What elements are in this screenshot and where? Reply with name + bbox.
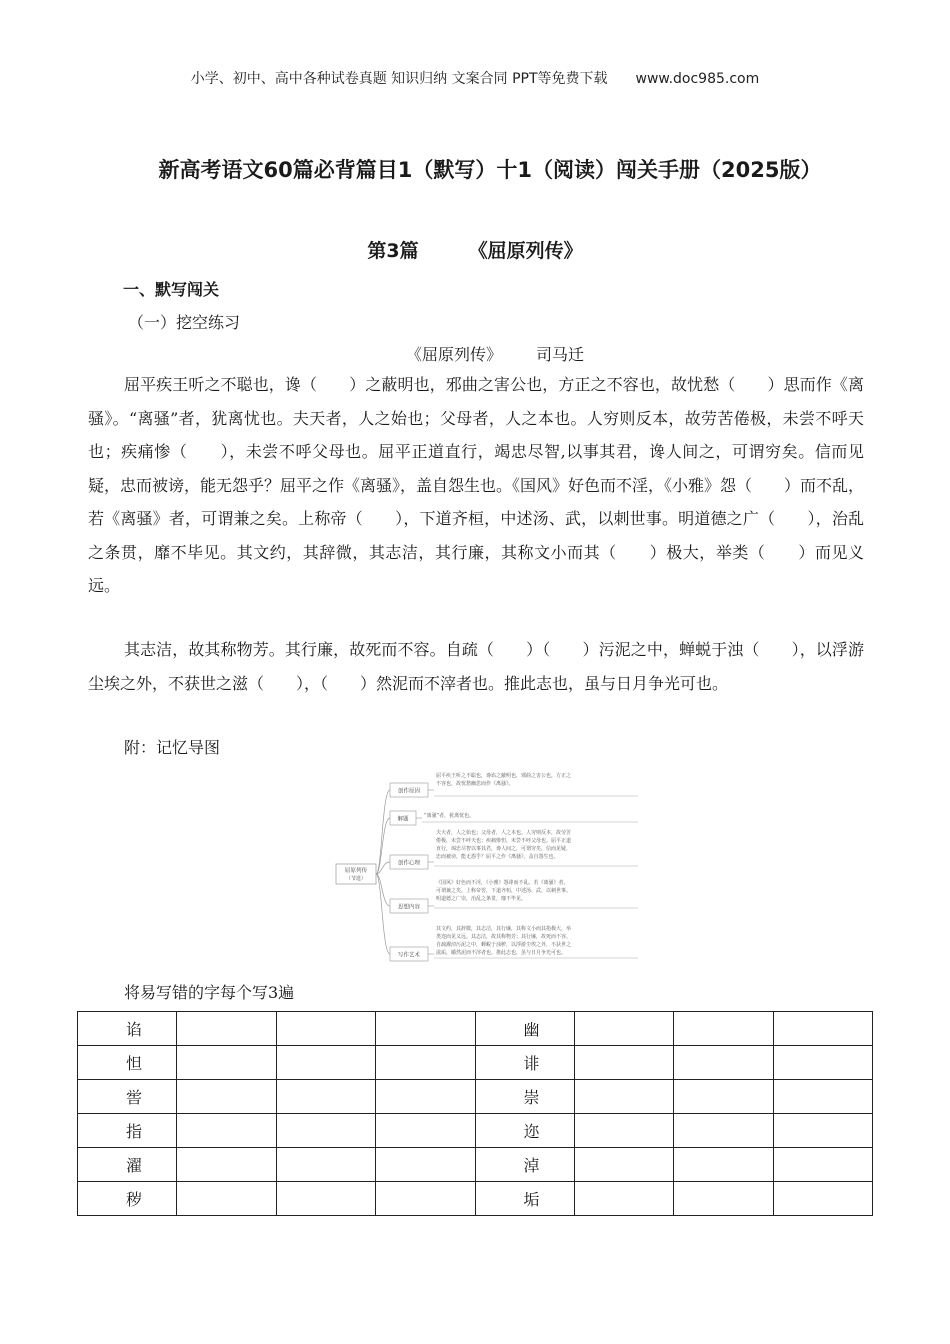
table-row	[78, 1148, 873, 1182]
handwriting-drill-table	[77, 1011, 873, 1216]
writing-cell[interactable]	[773, 1148, 872, 1182]
writing-cell[interactable]	[276, 1148, 375, 1182]
svg-text:明道德之广崇，治乱之条贯，靡不毕见。: 明道德之广崇，治乱之条贯，靡不毕见。	[436, 896, 527, 902]
writing-cell[interactable]	[773, 1080, 872, 1114]
text-name: 《屈原列传》	[405, 345, 502, 364]
drill-character: 淖	[475, 1148, 574, 1182]
writing-cell[interactable]	[674, 1114, 773, 1148]
svg-text:“离骚”者，犹离忧也。: “离骚”者，犹离忧也。	[424, 813, 475, 819]
writing-cell[interactable]	[177, 1148, 276, 1182]
drill-character: 濯	[78, 1148, 177, 1182]
drill-character: 怛	[78, 1046, 177, 1080]
writing-cell[interactable]	[674, 1182, 773, 1216]
page-header	[0, 68, 950, 88]
header-site-link[interactable]: www.doc985.com	[635, 71, 760, 87]
svg-text:屈原列传: 屈原列传	[344, 868, 368, 874]
writing-cell[interactable]	[376, 1012, 475, 1046]
header-text: 小学、初中、高中各种试卷真题 知识归纳 文案合同 PPT等免费下载	[190, 71, 608, 87]
writing-cell[interactable]	[574, 1012, 673, 1046]
writing-cell[interactable]	[574, 1046, 673, 1080]
writing-cell[interactable]	[177, 1114, 276, 1148]
writing-cell[interactable]	[674, 1148, 773, 1182]
svg-text:忠而被谤，能无怨乎？屈平之作《离骚》，盖自怨生也。: 忠而被谤，能无怨乎？屈平之作《离骚》，盖自怨生也。	[436, 854, 559, 860]
writing-cell[interactable]	[674, 1046, 773, 1080]
writing-cell[interactable]	[674, 1080, 773, 1114]
svg-text:创作原因: 创作原因	[397, 788, 421, 795]
drill-character: 垢	[475, 1182, 574, 1216]
svg-text:可谓兼之矣。上称帝喾，下道齐桓，中述汤、武，以刺世事。: 可谓兼之矣。上称帝喾，下道齐桓，中述汤、武，以刺世事。	[436, 888, 572, 894]
writing-cell[interactable]	[276, 1080, 375, 1114]
writing-cell[interactable]	[177, 1046, 276, 1080]
svg-text:（节选）: （节选）	[345, 876, 367, 882]
svg-text:写作艺术: 写作艺术	[397, 952, 421, 959]
writing-cell[interactable]	[674, 1012, 773, 1046]
writing-cell[interactable]	[376, 1148, 475, 1182]
document-title: 新高考语文60篇必背篇目1（默写）十1（阅读）闯关手册（2025版）	[158, 158, 822, 182]
drill-character: 迩	[475, 1114, 574, 1148]
writing-cell[interactable]	[773, 1114, 872, 1148]
cloze-paragraph-2: 其志洁，故其称物芳。其行廉，故死而不容。自疏（ ）（ ）污泥之中，蝉蜕于浊（ ），以浮游尘埃之外，不获世之滋（ ），（ ）然泥而不滓者也。推此志也，虽与日月争光可也。	[88, 640, 864, 693]
drill-character: 诽	[475, 1046, 574, 1080]
writing-cell[interactable]	[574, 1182, 673, 1216]
writing-cell[interactable]	[773, 1012, 872, 1046]
writing-cell[interactable]	[276, 1114, 375, 1148]
drill-instruction: 将易写错的字每个写3遍	[124, 983, 295, 1002]
svg-text:《国风》好色而不淫，《小雅》怨诽而不乱。若《离骚》者，: 《国风》好色而不淫，《小雅》怨诽而不乱。若《离骚》者，	[436, 880, 569, 886]
drill-character: 幽	[475, 1012, 574, 1046]
writing-cell[interactable]	[376, 1182, 475, 1216]
writing-cell[interactable]	[177, 1012, 276, 1046]
drill-character: 喾	[78, 1080, 177, 1114]
writing-cell[interactable]	[376, 1046, 475, 1080]
chapter-heading	[0, 236, 950, 263]
drill-character: 谄	[78, 1012, 177, 1046]
svg-text:其文约，其辞微，其志洁，其行廉，其称文小而其指极大，举: 其文约，其辞微，其志洁，其行廉，其称文小而其指极大，举	[436, 926, 572, 932]
cloze-paragraph-1: 屈平疾王听之不聪也，谗（ ）之蔽明也，邪曲之害公也，方正之不容也，故忧愁（ ）思而作《离骚》。“离骚”者，犹离忧也。夫天者，人之始也；父母者，人之本也。人穷则反本，故劳苦倦极，未尝不呼天也；疾痛惨（ ），未尝不呼父母也。屈平正道直行，竭忠尽智,以事其君，谗人间之，可谓穷矣。信而见疑，忠而被谤，能无怨乎？屈平之作《离骚》，盖自怨生也。《国风》好色而不淫，《小雅》怨（ ）而不乱，若《离骚》者，可谓兼之矣。上称帝（ ），下道齐桓，中述汤、武，以刺世事。明道德之广（ ），治乱之条贯，靡不毕见。其文约，其辞微，其志洁，其行廉，其称文小而其（ ）极大，举类（ ）而见义远。	[88, 375, 865, 595]
writing-cell[interactable]	[574, 1080, 673, 1114]
writing-cell[interactable]	[276, 1046, 375, 1080]
drill-character: 指	[78, 1114, 177, 1148]
writing-cell[interactable]	[276, 1012, 375, 1046]
svg-text:滋垢，皭然泥而不滓者也。推此志也，虽与日月争光可也。: 滋垢，皭然泥而不滓者也。推此志也，虽与日月争光可也。	[436, 950, 567, 956]
svg-text:类迩而见义远。其志洁，故其称物芳；其行廉，故死而不容。: 类迩而见义远。其志洁，故其称物芳；其行廉，故死而不容。	[436, 934, 572, 940]
drill-character: 秽	[78, 1182, 177, 1216]
writing-cell[interactable]	[177, 1080, 276, 1114]
writing-cell[interactable]	[574, 1148, 673, 1182]
writing-cell[interactable]	[276, 1182, 375, 1216]
drill-character: 崇	[475, 1080, 574, 1114]
writing-cell[interactable]	[177, 1182, 276, 1216]
writing-cell[interactable]	[376, 1114, 475, 1148]
svg-text:不容也，故忧愁幽思而作《离骚》。: 不容也，故忧愁幽思而作《离骚》。	[436, 781, 514, 787]
table-row	[78, 1046, 873, 1080]
svg-text:倦极，未尝不呼天也；疾痛惨怛，未尝不呼父母也。屈平正道: 倦极，未尝不呼天也；疾痛惨怛，未尝不呼父母也。屈平正道	[436, 838, 572, 844]
text-title	[0, 342, 950, 365]
writing-cell[interactable]	[574, 1114, 673, 1148]
svg-text:解题: 解题	[397, 816, 409, 823]
svg-text:屈平疾王听之不聪也，谗谄之蔽明也，邪曲之害公也，方正之: 屈平疾王听之不聪也，谗谄之蔽明也，邪曲之害公也，方正之	[436, 773, 572, 779]
table-row	[78, 1114, 873, 1148]
svg-text:创作心理: 创作心理	[397, 860, 421, 867]
svg-text:直行，竭忠尽智以事其君，谗人间之，可谓穷矣。信而见疑，: 直行，竭忠尽智以事其君，谗人间之，可谓穷矣。信而见疑，	[436, 846, 572, 852]
svg-text:思想内容: 思想内容	[397, 904, 421, 911]
svg-text:夫天者，人之始也；父母者，人之本也。人穷则反本，故劳苦: 夫天者，人之始也；父母者，人之本也。人穷则反本，故劳苦	[436, 830, 572, 836]
text-author: 司马迁	[536, 345, 585, 364]
writing-cell[interactable]	[773, 1182, 872, 1216]
table-row	[78, 1080, 873, 1114]
section-heading: 一、默写闯关	[123, 280, 220, 299]
table-row	[78, 1012, 873, 1046]
subsection-heading: （一）挖空练习	[128, 313, 241, 332]
svg-text:自疏濯淖污泥之中，蝉蜕于浊秽，以浮游尘埃之外，不获世之: 自疏濯淖污泥之中，蝉蜕于浊秽，以浮游尘埃之外，不获世之	[436, 942, 572, 948]
mind-map	[330, 768, 640, 972]
chapter-name: 《屈原列传》	[468, 240, 583, 262]
chapter-number: 第3篇	[367, 240, 419, 262]
appendix-label: 附：记忆导图	[124, 738, 221, 757]
writing-cell[interactable]	[773, 1046, 872, 1080]
table-row	[78, 1182, 873, 1216]
writing-cell[interactable]	[376, 1080, 475, 1114]
